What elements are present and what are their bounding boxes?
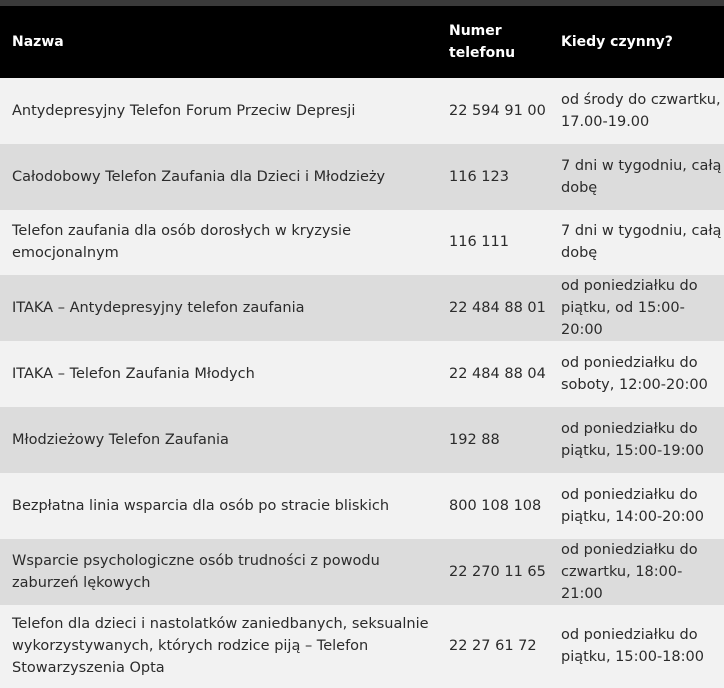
table-row [0, 473, 724, 539]
row-name: ITAKA – Antydepresyjny telefon zaufania [12, 300, 305, 317]
row-hours: 7 dni w tygodniu, całą dobę [561, 223, 722, 262]
row-phone: 116 111 [449, 234, 509, 251]
row-phone: 116 123 [449, 168, 509, 185]
table-row [0, 210, 724, 276]
table-header [0, 6, 724, 78]
row-hours: 7 dni w tygodniu, całą dobę [561, 157, 722, 196]
helpline-table [0, 6, 724, 688]
table-row [0, 407, 724, 473]
row-phone: 22 484 88 01 [449, 300, 546, 317]
table-row [0, 275, 724, 341]
column-header-name: Nazwa [12, 34, 64, 50]
row-hours: od środy do czwartku, 17.00-19.00 [561, 91, 721, 130]
table-row [0, 605, 724, 688]
row-name: Wsparcie psychologiczne osób trudności z powodu zaburzeń lękowych [12, 552, 380, 591]
row-phone: 800 108 108 [449, 497, 542, 514]
row-name: Bezpłatna linia wsparcia dla osób po stracie bliskich [12, 497, 390, 514]
row-hours: od poniedziałku do piątku, od 15:00-20:00 [561, 278, 698, 339]
row-hours: od poniedziałku do piątku, 15:00-18:00 [561, 627, 704, 666]
row-phone: 192 88 [449, 432, 500, 449]
table-body [0, 78, 724, 688]
row-name: ITAKA – Telefon Zaufania Młodych [12, 366, 255, 383]
row-name: Telefon dla dzieci i nastolatków zaniedbanych, seksualnie wykorzystywanych, których rodzice piją – Telefon Stowarzyszenia Opta [12, 616, 429, 677]
table-row [0, 539, 724, 605]
row-name: Telefon zaufania dla osób dorosłych w kryzysie emocjonalnym [12, 223, 351, 262]
row-name: Antydepresyjny Telefon Forum Przeciw Depresji [12, 102, 356, 119]
column-header-hours: Kiedy czynny? [561, 34, 673, 50]
table-row [0, 341, 724, 407]
row-phone: 22 594 91 00 [449, 102, 546, 119]
row-phone: 22 484 88 04 [449, 366, 546, 383]
table-row [0, 144, 724, 210]
row-hours: od poniedziałku do piątku, 14:00-20:00 [561, 486, 704, 525]
column-header-phone [437, 6, 549, 78]
row-hours: od poniedziałku do piątku, 15:00-19:00 [561, 421, 704, 460]
row-name: Całodobowy Telefon Zaufania dla Dzieci i Młodzieży [12, 168, 386, 185]
header-row [0, 6, 724, 78]
row-name: Młodzieżowy Telefon Zaufania [12, 432, 229, 449]
row-hours: od poniedziałku do czwartku, 18:00-21:00 [561, 541, 698, 602]
row-phone: 22 27 61 72 [449, 638, 537, 655]
table-row [0, 78, 724, 144]
row-hours: od poniedziałku do soboty, 12:00-20:00 [561, 355, 708, 394]
column-header-phone-line1: Numer [449, 23, 502, 39]
column-header-phone-line2: telefonu [449, 45, 516, 61]
row-phone: 22 270 11 65 [449, 563, 546, 580]
